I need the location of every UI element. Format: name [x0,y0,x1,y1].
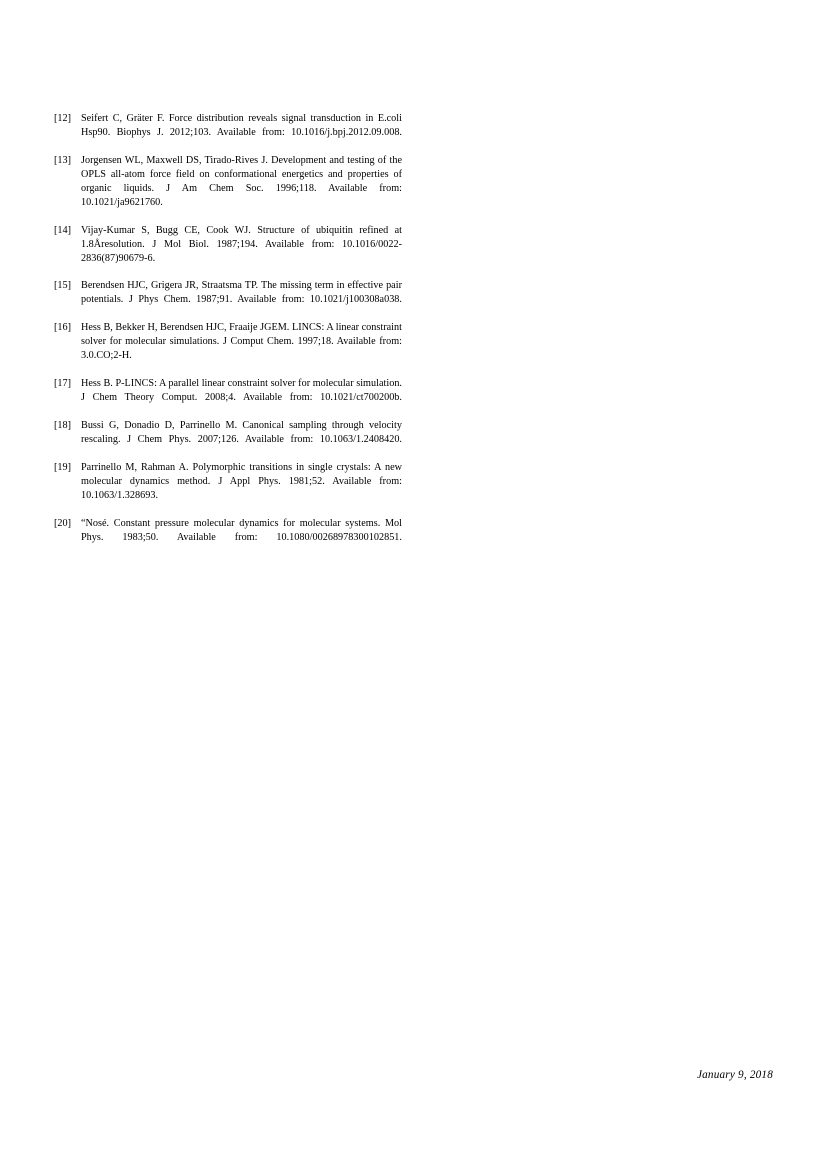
citation-label: [14] [54,224,72,236]
bibliography-entry [54,224,402,280]
bibliography-entry [54,279,402,321]
citation-label: [19] [54,461,72,473]
bibliography-entry [54,419,402,461]
citation-label: [12] [54,113,72,124]
citation-label: [15] [54,280,72,292]
citation-text: Berendsen HJC, Grigera JR, Straatsma TP. The missing term in effective pair potentials. J Phys Chem. 1987;91. Available from: 10.1021/j100308a038. [81,280,402,306]
bibliography-list [54,112,402,559]
citation-label: [13] [54,154,72,166]
citation-text: Seifert C, Gräter F. Force distribution reveals signal transduction in E.coli Hsp90. Biophys J. 2012;103. Available from: 10.1016/j.bpj.2012.09.008. [81,113,402,138]
footer-date: January 9, 2018 [696,1069,773,1081]
citation-text: Bussi G, Donadio D, Parrinello M. Canonical sampling through velocity rescaling. J Chem Phys. 2007;126. Available from: 10.1063/1.2408420. [81,419,402,445]
citation-text: “Nosé. Constant pressure molecular dynamics for molecular systems. Mol Phys. 1983;50. Available from: 10.1080/00268978300102851. [81,517,402,543]
bibliography-entry [54,377,402,419]
bibliography-entry [54,154,402,224]
citation-text: Parrinello M, Rahman A. Polymorphic transitions in single crystals: A new molecular dynamics method. J Appl Phys. 1981;52. Available from: 10.1063/1.328693. [81,461,402,501]
bibliography-entry [54,461,402,517]
citation-text: Hess B, Bekker H, Berendsen HJC, Fraaije JGEM. LINCS: A linear constraint solver for molecular simulations. J Comput Chem. 1997;18. Available from: 3.0.CO;2-H. [81,322,402,362]
citation-text: Jorgensen WL, Maxwell DS, Tirado-Rives J. Development and testing of the OPLS all-atom force field on conformational energetics and properties of organic liquids. J Am Chem Soc. 1996;118. Available from: 10.1021/ja9621760. [81,154,402,208]
citation-text: Vijay-Kumar S, Bugg CE, Cook WJ. Structure of ubiquitin refined at 1.8Åresolution. J Mol Biol. 1987;194. Available from: 10.1016/0022-2836(87)90679-6. [81,224,402,264]
bibliography-entry [54,112,402,154]
bibliography-entry [54,321,402,377]
citation-label: [20] [54,517,72,529]
citation-label: [17] [54,378,72,390]
citation-label: [18] [54,419,72,431]
citation-text: Hess B. P-LINCS: A parallel linear constraint solver for molecular simulation. J Chem Theory Comput. 2008;4. Available from: 10.1021/ct700200b. [81,378,402,404]
bibliography-entry [54,517,402,559]
citation-label: [16] [54,322,72,334]
